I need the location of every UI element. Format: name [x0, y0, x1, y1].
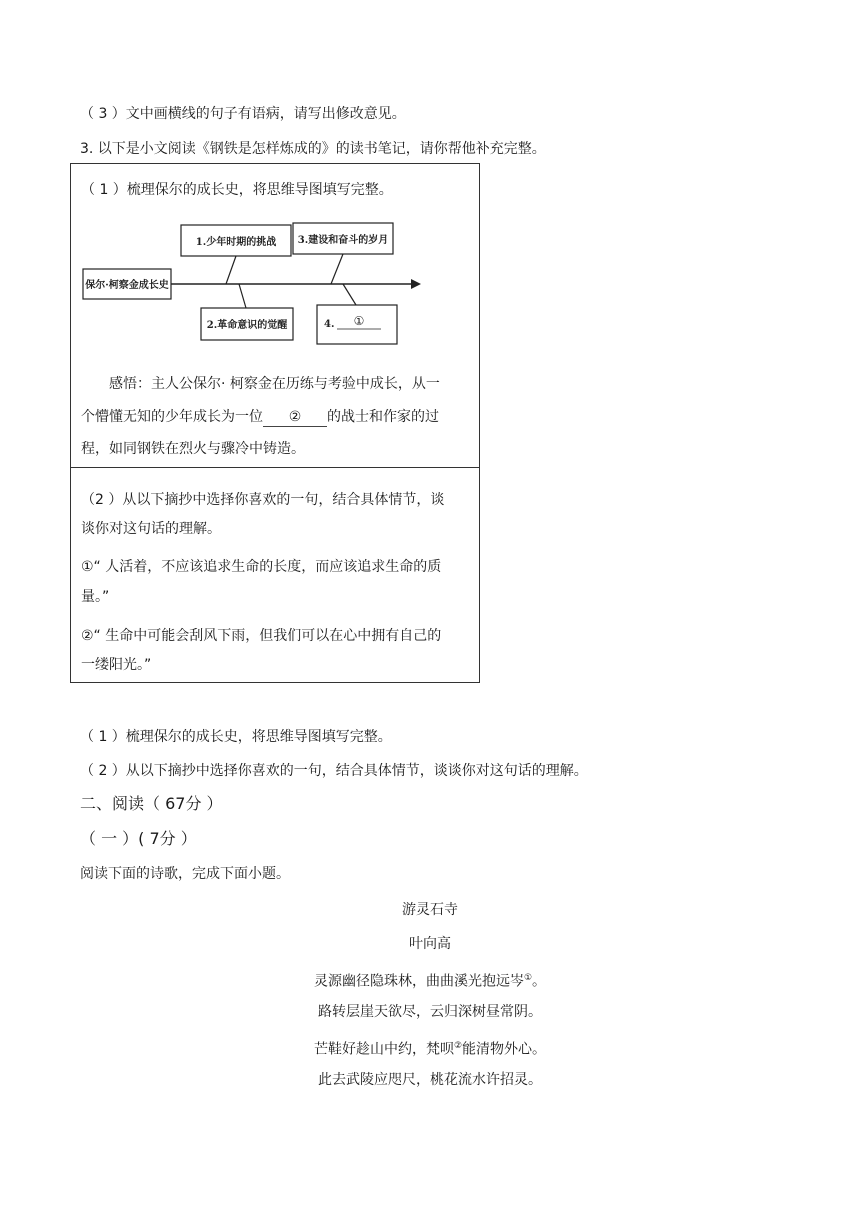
- insight-line-1: 感悟：主人公保尔· 柯察金在历练与考验中成长，从一: [109, 376, 440, 392]
- poem-line-1-end: 。: [532, 973, 547, 990]
- poem-line-3-pre: 芒鞋好趁山中约，梵呗: [313, 1041, 454, 1058]
- fishbone-mind-map: [81, 219, 421, 349]
- poem-line-1: [0, 968, 860, 992]
- quote-2-line-1: ②“ 生命中可能会刮风下雨，但我们可以在心中拥有自己的: [81, 628, 442, 644]
- after-part-2: （ 2 ）从以下摘抄中选择你喜欢的一句，结合具体情节，谈谈你对这句话的理解。: [80, 763, 588, 779]
- footnote-2-marker: ②: [453, 1041, 463, 1051]
- notes-cell-1: [71, 164, 479, 468]
- part1-title: （ 1 ）梳理保尔的成长史，将思维导图填写完整。: [81, 182, 393, 198]
- quote-1-line-1: ①“ 人活着，不应该追求生命的长度，而应该追求生命的质: [81, 559, 442, 575]
- node-2-label: 2.革命意识的觉醒: [206, 320, 288, 331]
- poem-line-4: 此去武陵应咫尺，桃花流水许招灵。: [318, 1072, 542, 1088]
- question-3-3: （ 3 ）文中画横线的句子有语病，请写出修改意见。: [80, 106, 406, 122]
- insight-line-2: [81, 407, 439, 427]
- section-2-heading: 二、阅读（ 67分 ）: [80, 794, 223, 813]
- poem-line-2: 路转层崖天欲尽，云归深树昼常阴。: [318, 1004, 542, 1020]
- reading-instruction: 阅读下面的诗歌，完成下面小题。: [80, 866, 290, 882]
- question-3: 3. 以下是小文阅读《钢铁是怎样炼成的》的读书笔记，请你帮他补充完整。: [80, 141, 546, 157]
- quote-2-line-2: 一缕阳光。”: [81, 657, 152, 673]
- after-part-1: （ 1 ）梳理保尔的成长史，将思维导图填写完整。: [80, 729, 392, 745]
- node-3-label: 3.建设和奋斗的岁月: [297, 235, 389, 246]
- blank-2: ②: [263, 409, 327, 427]
- node-4-prefix: 4.: [324, 319, 335, 330]
- root-node-label: 保尔·柯察金成长史: [85, 280, 169, 291]
- reading-notes-table: [70, 163, 480, 683]
- quote-1-line-2: 量。”: [81, 589, 110, 605]
- insight-line-2-post: 的战士和作家的过: [327, 409, 439, 425]
- footnote-1-marker: ①: [523, 973, 533, 983]
- part2-line-2: 谈你对这句话的理解。: [81, 521, 221, 537]
- notes-cell-2: [71, 468, 479, 684]
- insight-line-2-pre: 个懵懂无知的少年成长为一位: [81, 409, 263, 425]
- poem-author: 叶向高: [409, 936, 451, 952]
- poem-line-1-main: 灵源幽径隐珠林，曲曲溪光抱远岑: [313, 973, 524, 990]
- poem-line-3-post: 能清物外心。: [462, 1041, 547, 1058]
- poem-title: 游灵石寺: [402, 902, 458, 918]
- part2-line-1: （2 ）从以下摘抄中选择你喜欢的一句，结合具体情节，谈: [81, 492, 445, 508]
- poem-line-3: [0, 1036, 860, 1060]
- node-1-label: 1.少年时期的挑战: [195, 237, 277, 248]
- insight-line-3: 程，如同钢铁在烈火与骤冷中铸造。: [81, 441, 305, 457]
- blank-1-marker: ①: [353, 314, 365, 328]
- subsection-1-heading: （ 一 ）( 7分 ）: [80, 829, 197, 848]
